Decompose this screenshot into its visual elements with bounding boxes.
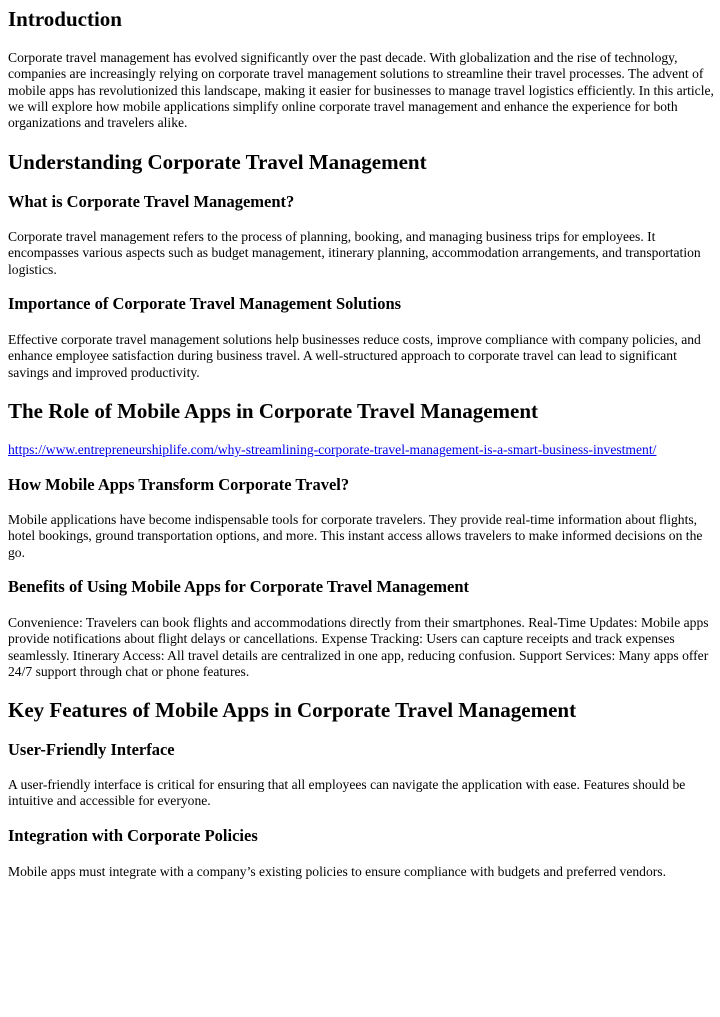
heading-benefits: Benefits of Using Mobile Apps for Corporate Travel Management: [8, 577, 470, 596]
heading-importance: Importance of Corporate Travel Management Solutions: [8, 294, 402, 313]
paragraph-what-is: Corporate travel management refers to the process of planning, booking, and managing business trips for employees. It encompasses various aspects such as budget management, itinerary planning, accommodation arrangements, and transportation logistics.: [8, 229, 701, 277]
heading-features: Key Features of Mobile Apps in Corporate Travel Management: [8, 698, 577, 722]
heading-transform: How Mobile Apps Transform Corporate Travel?: [8, 475, 350, 494]
heading-role: The Role of Mobile Apps in Corporate Travel Management: [8, 399, 539, 423]
paragraph-transform: Mobile applications have become indispensable tools for corporate travelers. They provide real-time information about flights, hotel bookings, ground transportation options, and more. This instant access allows travelers to make informed decisions on the go.: [8, 512, 703, 560]
heading-interface: User-Friendly Interface: [8, 740, 175, 759]
paragraph-interface: A user-friendly interface is critical for ensuring that all employees can navigate the application with ease. Features should be intuitive and accessible for everyone.: [8, 777, 686, 809]
heading-introduction: Introduction: [8, 7, 122, 31]
paragraph-benefits: Convenience: Travelers can book flights and accommodations directly from their smartphones. Real-Time Updates: Mobile apps provide notifications about flight delays or cancellations. Expense Tracking: Users can capture receipts and track expenses seamlessly. Itinerary Access: All travel details are centralized in one app, reducing confusion. Support Services: Many apps offer 24/7 support through chat or phone features.: [8, 615, 709, 679]
paragraph-integration: Mobile apps must integrate with a company’s existing policies to ensure compliance with budgets and preferred vendors.: [8, 864, 666, 879]
heading-what-is: What is Corporate Travel Management?: [8, 192, 295, 211]
heading-integration: Integration with Corporate Policies: [8, 826, 258, 845]
paragraph-introduction: Corporate travel management has evolved significantly over the past decade. With globalization and the rise of technology, companies are increasingly relying on corporate travel management solutions to streamline their travel processes. The advent of mobile apps has revolutionized this landscape, making it easier for businesses to manage travel logistics efficiently. In this article, we will explore how mobile applications simplify online corporate travel management and enhance the experience for both organizations and travelers alike.: [8, 50, 714, 131]
paragraph-importance: Effective corporate travel management solutions help businesses reduce costs, improve compliance with company policies, and enhance employee satisfaction during business travel. A well-structured approach to corporate travel can lead to significant savings and improved productivity.: [8, 332, 701, 380]
link-row: [8, 442, 716, 458]
article-link[interactable]: https://www.entrepreneurshiplife.com/why-streamlining-corporate-travel-management-is-a-smart-business-investment/: [8, 442, 657, 457]
heading-understanding: Understanding Corporate Travel Management: [8, 150, 427, 174]
